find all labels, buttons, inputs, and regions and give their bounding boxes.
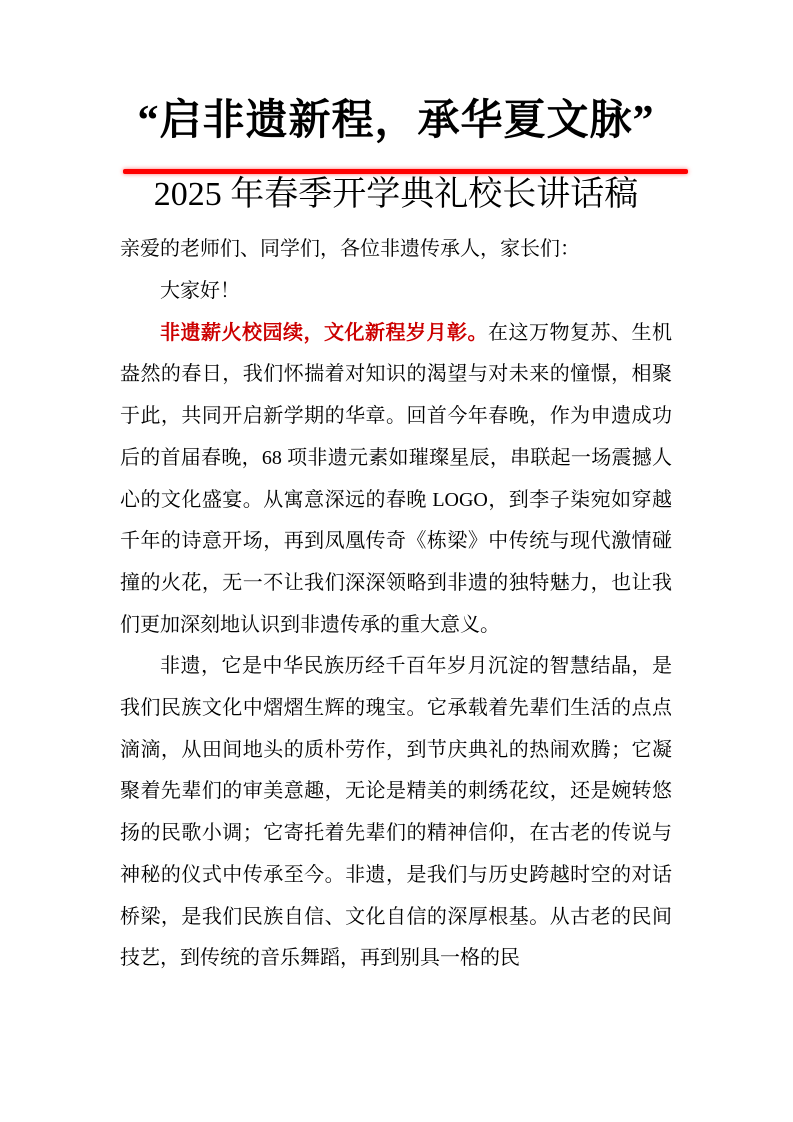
paragraph-1-text: 在这万物复苏、生机盎然的春日，我们怀揣着对知识的渴望与对未来的憧憬，相聚于此，共同开启新学期的华章。回首今年春晚，作为申遗成功后的首届春晚，68 项非遗元素如璀璨星辰，串联起一场震撼人心的文化盛宴。从寓意深远的春晚 LOGO，到李子柒宛如穿越千年的诗意开场，再到凤凰传奇《栋梁》中传统与现代激情碰撞的火花，无一不让我们深深领略到非遗的独特魅力，也让我们更加深刻地认识到非遗传承的重大意义。 xyxy=(120,321,672,636)
salutation-line: 亲爱的老师们、同学们，各位非遗传承人，家长们： xyxy=(120,238,580,261)
document-title: “启非遗新程，承华夏文脉” xyxy=(137,98,655,144)
title-divider-line xyxy=(123,169,688,174)
greeting-line: 大家好！ xyxy=(160,280,240,302)
document-subtitle: 2025 年春季开学典礼校长讲话稿 xyxy=(153,175,639,213)
paragraph-2: 非遗，它是中华民族历经千百年岁月沉淀的智慧结晶，是我们民族文化中熠熠生辉的瑰宝。它承载着先辈们生活的点点滴滴，从田间地头的质朴劳作，到节庆典礼的热闹欢腾；它凝聚着先辈们的审美意趣，无论是精美的刺绣花纹，还是婉转悠扬的民歌小调；它寄托着先辈们的精神信仰，在古老的传说与神秘的仪式中传承至今。非遗，是我们与历史跨越时空的对话桥梁，是我们民族自信、文化自信的深厚根基。从古老的民间技艺，到传统的音乐舞蹈，再到别具一格的民 xyxy=(120,655,672,970)
paragraph-1-highlight: 非遗薪火校园续，文化新程岁月彰。 xyxy=(160,321,488,344)
paragraph-1 xyxy=(120,313,672,647)
document-body xyxy=(120,229,672,980)
